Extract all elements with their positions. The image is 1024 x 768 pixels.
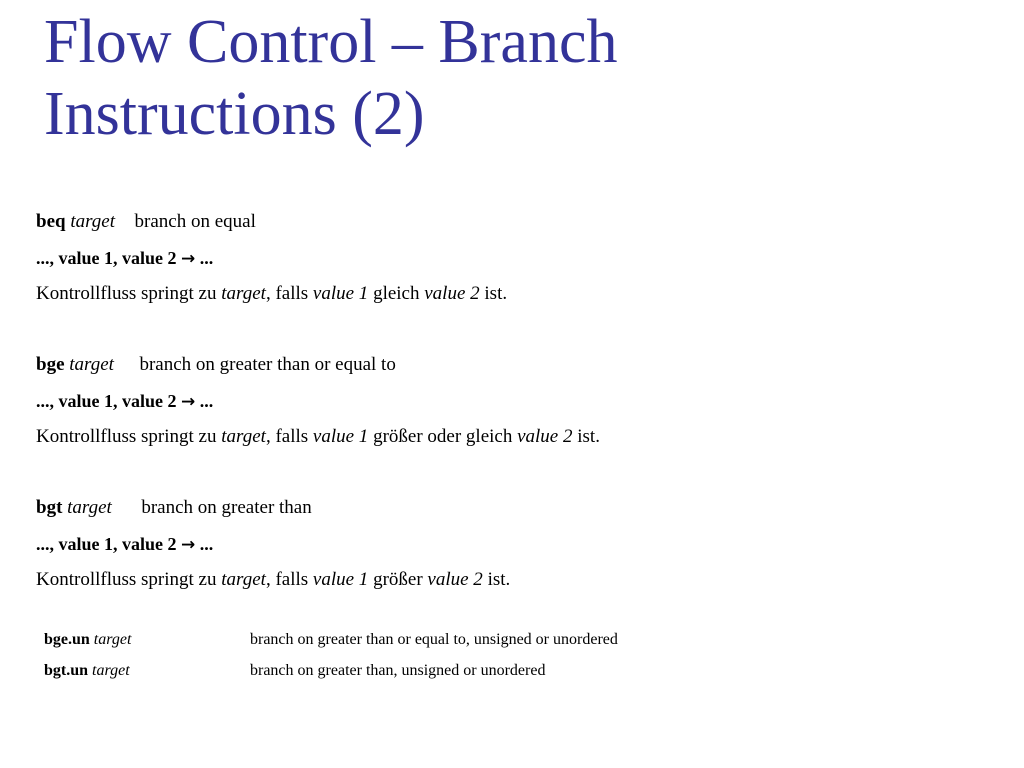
stack-after: ... bbox=[199, 248, 214, 268]
instruction-explanation bbox=[36, 562, 510, 598]
variant-operand: target bbox=[92, 662, 130, 679]
arrow-right-icon: → bbox=[181, 535, 196, 555]
explanation-target: target bbox=[221, 426, 266, 447]
variants-table bbox=[44, 624, 618, 686]
variant-description: branch on greater than, unsigned or unordered bbox=[250, 662, 546, 679]
arrow-right-icon: → bbox=[181, 392, 196, 412]
instruction-description: branch on equal bbox=[134, 211, 256, 232]
variant-operand: target bbox=[93, 631, 132, 648]
instruction-explanation bbox=[36, 419, 600, 455]
operand: target bbox=[70, 211, 116, 232]
explanation-relation: größer oder gleich bbox=[368, 426, 518, 447]
instruction-header bbox=[36, 490, 510, 526]
explanation-relation: gleich bbox=[368, 283, 425, 304]
stack-after: ... bbox=[199, 391, 214, 411]
opcode: bgt bbox=[36, 497, 63, 518]
instruction-description: branch on greater than bbox=[141, 497, 312, 518]
instruction-block-bge bbox=[36, 347, 600, 455]
explanation-suffix: ist. bbox=[479, 283, 508, 304]
explanation-suffix: ist. bbox=[572, 426, 600, 447]
variant-description: branch on greater than or equal to, unsigned or unordered bbox=[250, 631, 618, 648]
operand: target bbox=[67, 497, 112, 518]
explanation-prefix: Kontrollfluss springt zu bbox=[36, 283, 222, 304]
instruction-header bbox=[36, 347, 600, 383]
explanation-value1: value 1 bbox=[312, 426, 369, 447]
explanation-prefix: Kontrollfluss springt zu bbox=[36, 569, 222, 590]
stack-before: ..., value 1, value 2 bbox=[36, 534, 177, 554]
opcode: beq bbox=[36, 211, 66, 232]
explanation-target: target bbox=[221, 283, 266, 304]
instruction-explanation bbox=[36, 276, 507, 312]
stack-transition bbox=[36, 526, 510, 562]
explanation-relation: größer bbox=[368, 569, 428, 590]
operand: target bbox=[69, 354, 114, 375]
instruction-description: branch on greater than or equal to bbox=[139, 354, 396, 375]
explanation-falls: , falls bbox=[265, 569, 313, 590]
stack-before: ..., value 1, value 2 bbox=[36, 248, 177, 268]
variant-row-bgt-un bbox=[44, 655, 546, 686]
stack-before: ..., value 1, value 2 bbox=[36, 391, 177, 411]
explanation-value2: value 2 bbox=[517, 426, 573, 447]
slide-title bbox=[44, 6, 617, 150]
stack-transition bbox=[36, 240, 507, 276]
explanation-value2: value 2 bbox=[424, 283, 480, 304]
explanation-falls: , falls bbox=[265, 426, 313, 447]
explanation-falls: , falls bbox=[265, 283, 313, 304]
explanation-suffix: ist. bbox=[482, 569, 511, 590]
instruction-block-beq bbox=[36, 204, 507, 312]
explanation-value1: value 1 bbox=[312, 283, 369, 304]
explanation-value2: value 2 bbox=[427, 569, 483, 590]
variant-opcode: bgt.un bbox=[44, 662, 89, 679]
slide-title-line-2: Instructions (2) bbox=[44, 80, 425, 148]
opcode: bge bbox=[36, 354, 65, 375]
explanation-prefix: Kontrollfluss springt zu bbox=[36, 426, 222, 447]
explanation-target: target bbox=[221, 569, 266, 590]
variant-opcode: bge.un bbox=[44, 631, 90, 648]
stack-after: ... bbox=[199, 534, 214, 554]
stack-transition bbox=[36, 383, 600, 419]
instruction-block-bgt bbox=[36, 490, 510, 598]
instruction-header bbox=[36, 204, 507, 240]
arrow-right-icon: → bbox=[181, 249, 196, 269]
slide-title-line-1: Flow Control – Branch bbox=[44, 8, 618, 76]
explanation-value1: value 1 bbox=[312, 569, 369, 590]
variant-row-bge-un bbox=[44, 624, 618, 655]
